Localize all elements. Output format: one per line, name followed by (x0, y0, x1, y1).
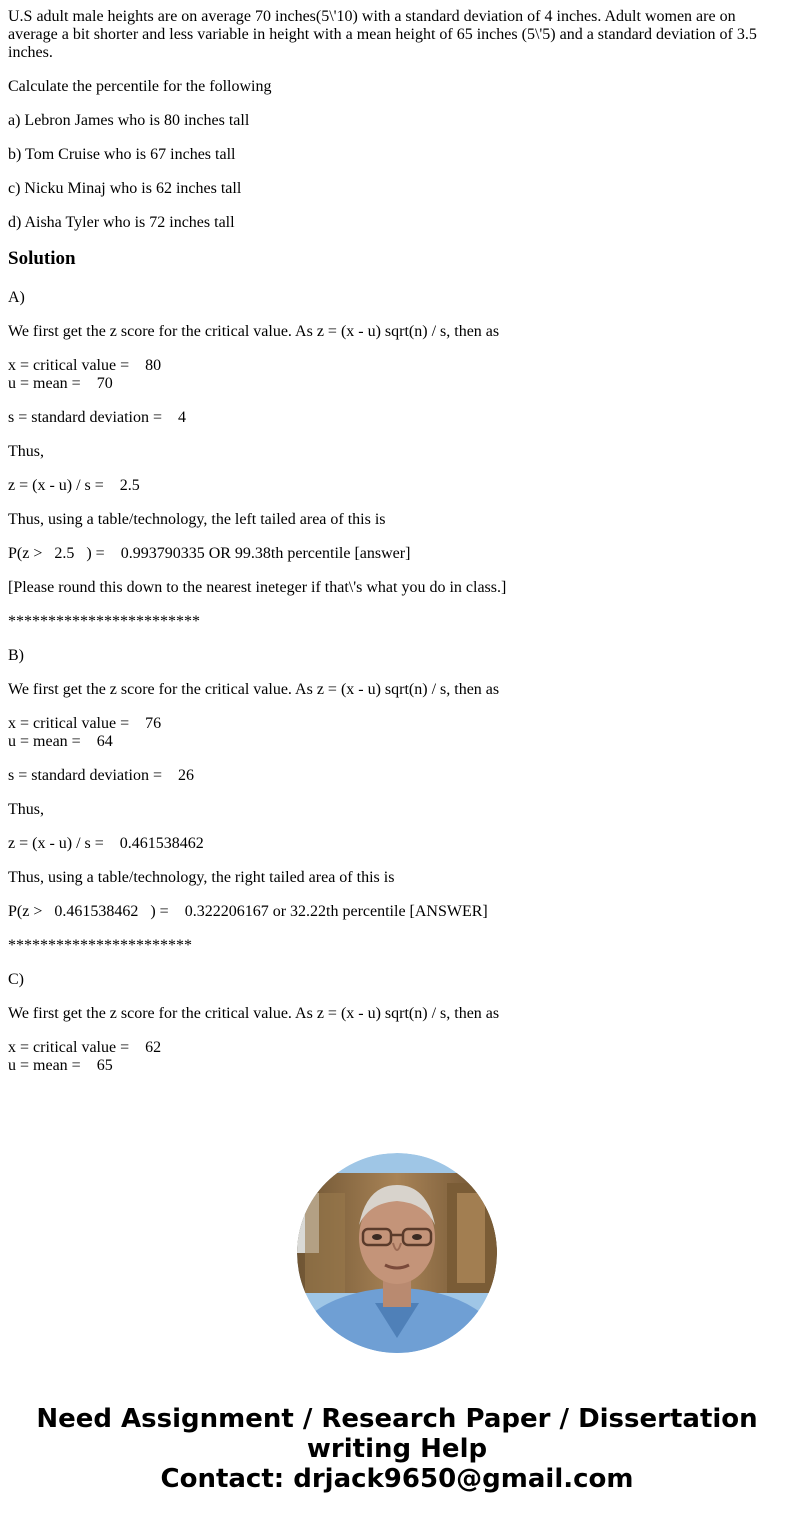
part-a-label: A) (8, 289, 25, 306)
part-b-s-line: s = standard deviation = 26 (8, 767, 195, 784)
promo-line-1: Need Assignment / Research Paper / Dissertation (36, 1404, 758, 1434)
part-a-thus: Thus, (8, 443, 44, 460)
question-intro: U.S adult male heights are on average 70 inches(5\'10) with a standard deviation of 4 inches. Adult women are on average a bit shorter and less variable in height with a mean height of 65 inches (5\'5) and a standard deviation of 3.5 inches. (8, 8, 761, 61)
part-b-x-line: x = critical value = 76 (8, 715, 162, 732)
part-a-u-line: u = mean = 70 (8, 375, 113, 392)
question-item-d: d) Aisha Tyler who is 72 inches tall (8, 214, 235, 231)
document-body (8, 8, 786, 1091)
part-b-z-line: z = (x - u) / s = 0.461538462 (8, 835, 204, 852)
part-b-thus: Thus, (8, 801, 44, 818)
part-a-values (8, 357, 786, 393)
part-b-area-line: Thus, using a table/technology, the right tailed area of this is (8, 869, 395, 886)
part-c-values (8, 1039, 786, 1075)
part-a-x-line: x = critical value = 80 (8, 357, 162, 374)
part-c-u-line: u = mean = 65 (8, 1057, 113, 1074)
promo-line-2: writing Help (306, 1434, 488, 1464)
part-b-label: B) (8, 647, 24, 664)
part-a-result: P(z > 2.5 ) = 0.993790335 OR 99.38th percentile [answer] (8, 545, 411, 562)
promo-contact: Contact: drjack9650@gmail.com (160, 1464, 634, 1494)
part-c-method: We first get the z score for the critical value. As z = (x - u) sqrt(n) / s, then as (8, 1005, 500, 1022)
question-item-a: a) Lebron James who is 80 inches tall (8, 112, 250, 129)
author-portrait-image (297, 1153, 497, 1353)
part-c-x-line: x = critical value = 62 (8, 1039, 162, 1056)
author-avatar (297, 1153, 497, 1353)
part-a-area-line: Thus, using a table/technology, the left tailed area of this is (8, 511, 386, 528)
part-a-method: We first get the z score for the critical value. As z = (x - u) sqrt(n) / s, then as (8, 323, 500, 340)
solution-heading: Solution (8, 248, 76, 269)
promo-banner (0, 1404, 794, 1494)
part-a-note: [Please round this down to the nearest ineteger if that\'s what you do in class.] (8, 579, 507, 596)
part-a-z-line: z = (x - u) / s = 2.5 (8, 477, 140, 494)
part-b-separator: *********************** (8, 937, 192, 954)
part-b-values (8, 715, 786, 751)
part-a-separator: ************************ (8, 613, 200, 630)
part-c-label: C) (8, 971, 24, 988)
question-prompt: Calculate the percentile for the following (8, 78, 272, 95)
part-a-s-line: s = standard deviation = 4 (8, 409, 187, 426)
question-item-c: c) Nicku Minaj who is 62 inches tall (8, 180, 242, 197)
part-b-u-line: u = mean = 64 (8, 733, 113, 750)
question-item-b: b) Tom Cruise who is 67 inches tall (8, 146, 236, 163)
part-b-result: P(z > 0.461538462 ) = 0.322206167 or 32.22th percentile [ANSWER] (8, 903, 488, 920)
part-b-method: We first get the z score for the critical value. As z = (x - u) sqrt(n) / s, then as (8, 681, 500, 698)
